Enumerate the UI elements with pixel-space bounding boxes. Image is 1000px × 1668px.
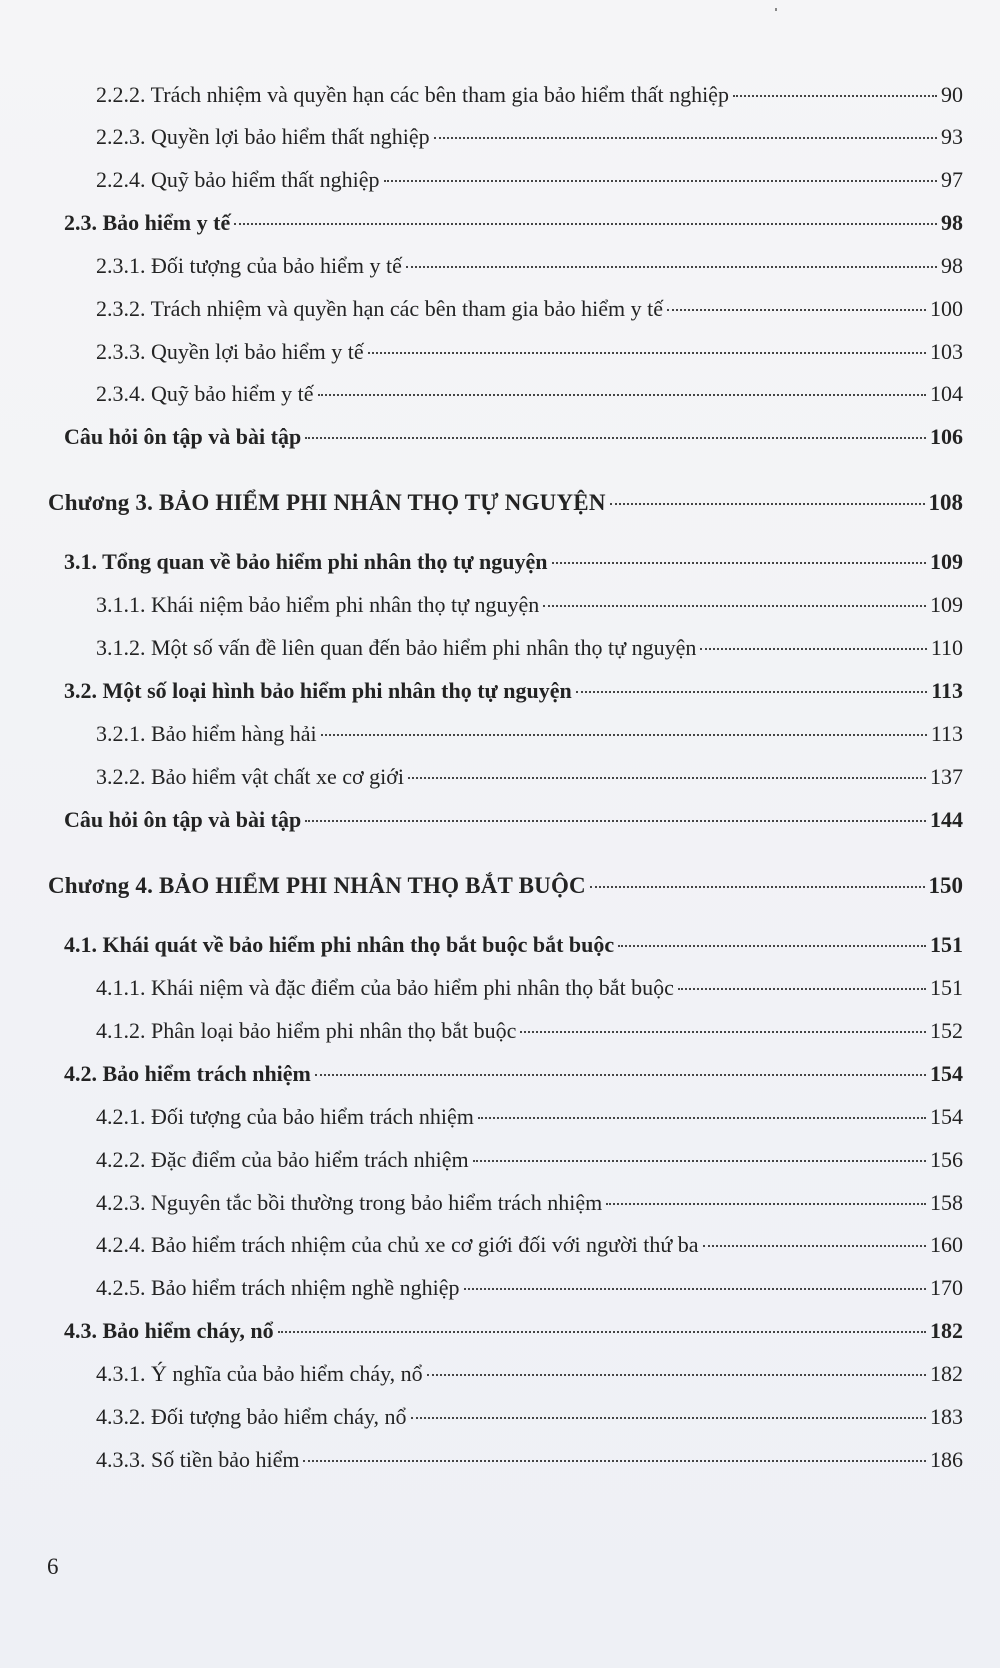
toc-entry <box>96 1146 963 1174</box>
leader-dots <box>303 1460 926 1462</box>
leader-dots <box>434 137 937 139</box>
toc-page: 183 <box>930 1404 963 1429</box>
leader-dots <box>678 988 926 990</box>
toc-entry <box>96 380 963 408</box>
toc-title: 2.3.3. Quyền lợi bảo hiểm y tế <box>96 339 364 364</box>
toc-title: 4.1.1. Khái niệm và đặc điểm của bảo hiểm phi nhân thọ bắt buộc <box>96 975 674 1000</box>
toc-title: 2.3. Bảo hiểm y tế <box>64 210 231 235</box>
toc-title: 2.2.4. Quỹ bảo hiểm thất nghiệp <box>96 167 380 192</box>
toc-entry <box>96 720 963 748</box>
toc-entry <box>64 548 963 576</box>
leader-dots <box>411 1417 926 1419</box>
toc-title: 4.3.2. Đối tượng bảo hiểm cháy, nổ <box>96 1404 407 1429</box>
toc-entry <box>96 1360 963 1388</box>
toc-entry <box>96 1017 963 1045</box>
toc-entry <box>96 1231 963 1259</box>
toc-entry <box>96 1446 963 1474</box>
leader-dots <box>305 437 926 439</box>
toc-title: 2.3.4. Quỹ bảo hiểm y tế <box>96 381 314 406</box>
leader-dots <box>606 1203 926 1205</box>
toc-page: 104 <box>930 381 963 406</box>
toc-title: Câu hỏi ôn tập và bài tập <box>64 424 302 449</box>
toc-title: 2.2.3. Quyền lợi bảo hiểm thất nghiệp <box>96 124 430 149</box>
toc-page: 90 <box>941 82 963 107</box>
toc-entry <box>96 338 963 366</box>
toc-entry <box>64 677 963 705</box>
toc-entry <box>48 489 963 517</box>
toc-page: 106 <box>930 424 963 449</box>
leader-dots <box>520 1031 926 1033</box>
toc-title: Chương 4. BẢO HIỂM PHI NHÂN THỌ BẮT BUỘC <box>48 873 586 898</box>
leader-dots <box>552 562 926 564</box>
leader-dots <box>610 503 925 505</box>
toc-title: 4.2.1. Đối tượng của bảo hiểm trách nhiệm <box>96 1104 474 1129</box>
toc-page: 103 <box>930 339 963 364</box>
leader-dots <box>464 1288 926 1290</box>
toc-entry <box>96 1403 963 1431</box>
toc-title: 4.1. Khái quát về bảo hiểm phi nhân thọ bắt buộc bắt buộc <box>64 932 615 957</box>
leader-dots <box>234 223 937 225</box>
leader-dots <box>427 1374 926 1376</box>
toc-entry <box>96 123 963 151</box>
leader-dots <box>305 820 926 822</box>
toc-entry <box>96 1189 963 1217</box>
leader-dots <box>278 1331 926 1333</box>
leader-dots <box>406 266 937 268</box>
toc-page: 98 <box>941 253 963 278</box>
leader-dots <box>700 648 926 650</box>
toc-entry <box>48 872 963 900</box>
toc-entry <box>96 166 963 194</box>
toc-title: Chương 3. BẢO HIỂM PHI NHÂN THỌ TỰ NGUYỆN <box>48 490 606 515</box>
page-number: 6 <box>47 1554 59 1579</box>
toc-page: 108 <box>928 490 963 515</box>
toc-entry <box>64 806 963 834</box>
leader-dots <box>384 180 937 182</box>
toc-page: 154 <box>930 1104 963 1129</box>
toc-title: 4.2.2. Đặc điểm của bảo hiểm trách nhiệm <box>96 1147 469 1172</box>
toc-title: 4.1.2. Phân loại bảo hiểm phi nhân thọ bắt buộc <box>96 1018 517 1043</box>
leader-dots <box>618 945 926 947</box>
toc-title: 4.2.3. Nguyên tắc bồi thường trong bảo hiểm trách nhiệm <box>96 1190 603 1215</box>
toc-page: 151 <box>930 975 963 1000</box>
toc-page: 110 <box>930 635 963 660</box>
toc-page: 151 <box>930 932 963 957</box>
toc-page: 154 <box>930 1061 963 1086</box>
toc-page: 182 <box>930 1318 963 1343</box>
leader-dots <box>667 309 926 311</box>
toc-title: 4.3. Bảo hiểm cháy, nổ <box>64 1318 274 1343</box>
toc-entry <box>96 1103 963 1131</box>
toc-entry <box>64 1060 963 1088</box>
toc-entry <box>96 1274 963 1302</box>
toc-entry <box>96 295 963 323</box>
leader-dots <box>478 1117 926 1119</box>
toc-page: 113 <box>930 721 963 746</box>
toc-page: 93 <box>941 124 963 149</box>
toc-entry <box>96 81 963 109</box>
leader-dots <box>733 95 937 97</box>
toc-title: 4.2.4. Bảo hiểm trách nhiệm của chủ xe cơ giới đối với người thứ ba <box>96 1232 699 1257</box>
leader-dots <box>543 605 926 607</box>
leader-dots <box>321 734 927 736</box>
toc-title: 3.1.2. Một số vấn đề liên quan đến bảo hiểm phi nhân thọ tự nguyện <box>96 635 697 660</box>
toc-title: 4.3.1. Ý nghĩa của bảo hiểm cháy, nổ <box>96 1361 423 1386</box>
toc-page: 97 <box>941 167 963 192</box>
toc-page: 170 <box>930 1275 963 1300</box>
leader-dots <box>368 352 926 354</box>
toc-page: 156 <box>930 1147 963 1172</box>
toc-title: 3.1.1. Khái niệm bảo hiểm phi nhân thọ tự nguyện <box>96 592 540 617</box>
leader-dots <box>576 691 927 693</box>
toc-title: Câu hỏi ôn tập và bài tập <box>64 807 302 832</box>
toc-entry <box>96 634 963 662</box>
toc-page: 160 <box>930 1232 963 1257</box>
toc-entry <box>64 931 963 959</box>
toc-title: 3.2. Một số loại hình bảo hiểm phi nhân thọ tự nguyện <box>64 678 572 703</box>
toc-entry <box>64 423 963 451</box>
leader-dots <box>408 777 926 779</box>
toc-title: 2.3.2. Trách nhiệm và quyền hạn các bên tham gia bảo hiểm y tế <box>96 296 663 321</box>
toc-page: 150 <box>928 873 963 898</box>
toc-entry <box>96 763 963 791</box>
toc-page: 182 <box>930 1361 963 1386</box>
toc-title: 4.3.3. Số tiền bảo hiểm <box>96 1447 300 1472</box>
toc-page: 113 <box>931 678 963 703</box>
toc-title: 3.2.1. Bảo hiểm hàng hải <box>96 721 317 746</box>
toc-title: 2.3.1. Đối tượng của bảo hiểm y tế <box>96 253 402 278</box>
leader-dots <box>473 1160 926 1162</box>
toc-entry <box>96 591 963 619</box>
toc-page: 158 <box>930 1190 963 1215</box>
toc-title: 4.2.5. Bảo hiểm trách nhiệm nghề nghiệp <box>96 1275 460 1300</box>
toc-title: 3.1. Tổng quan về bảo hiểm phi nhân thọ tự nguyện <box>64 549 548 574</box>
toc-page: 100 <box>930 296 963 321</box>
toc-title: 2.2.2. Trách nhiệm và quyền hạn các bên tham gia bảo hiểm thất nghiệp <box>96 82 729 107</box>
scan-mark <box>775 8 777 11</box>
toc-title: 3.2.2. Bảo hiểm vật chất xe cơ giới <box>96 764 404 789</box>
toc-entry <box>96 252 963 280</box>
toc-page: 109 <box>930 549 963 574</box>
toc-entry <box>64 209 963 237</box>
leader-dots <box>590 886 925 888</box>
leader-dots <box>315 1074 926 1076</box>
toc-page: 137 <box>930 764 963 789</box>
toc-title: 4.2. Bảo hiểm trách nhiệm <box>64 1061 311 1086</box>
toc-page: 152 <box>930 1018 963 1043</box>
toc-page: 144 <box>930 807 963 832</box>
toc-page: 109 <box>930 592 963 617</box>
leader-dots <box>703 1245 926 1247</box>
toc-page: 98 <box>941 210 963 235</box>
toc-entry <box>96 974 963 1002</box>
toc-page: 186 <box>930 1447 963 1472</box>
toc-entry <box>64 1317 963 1345</box>
leader-dots <box>318 394 926 396</box>
